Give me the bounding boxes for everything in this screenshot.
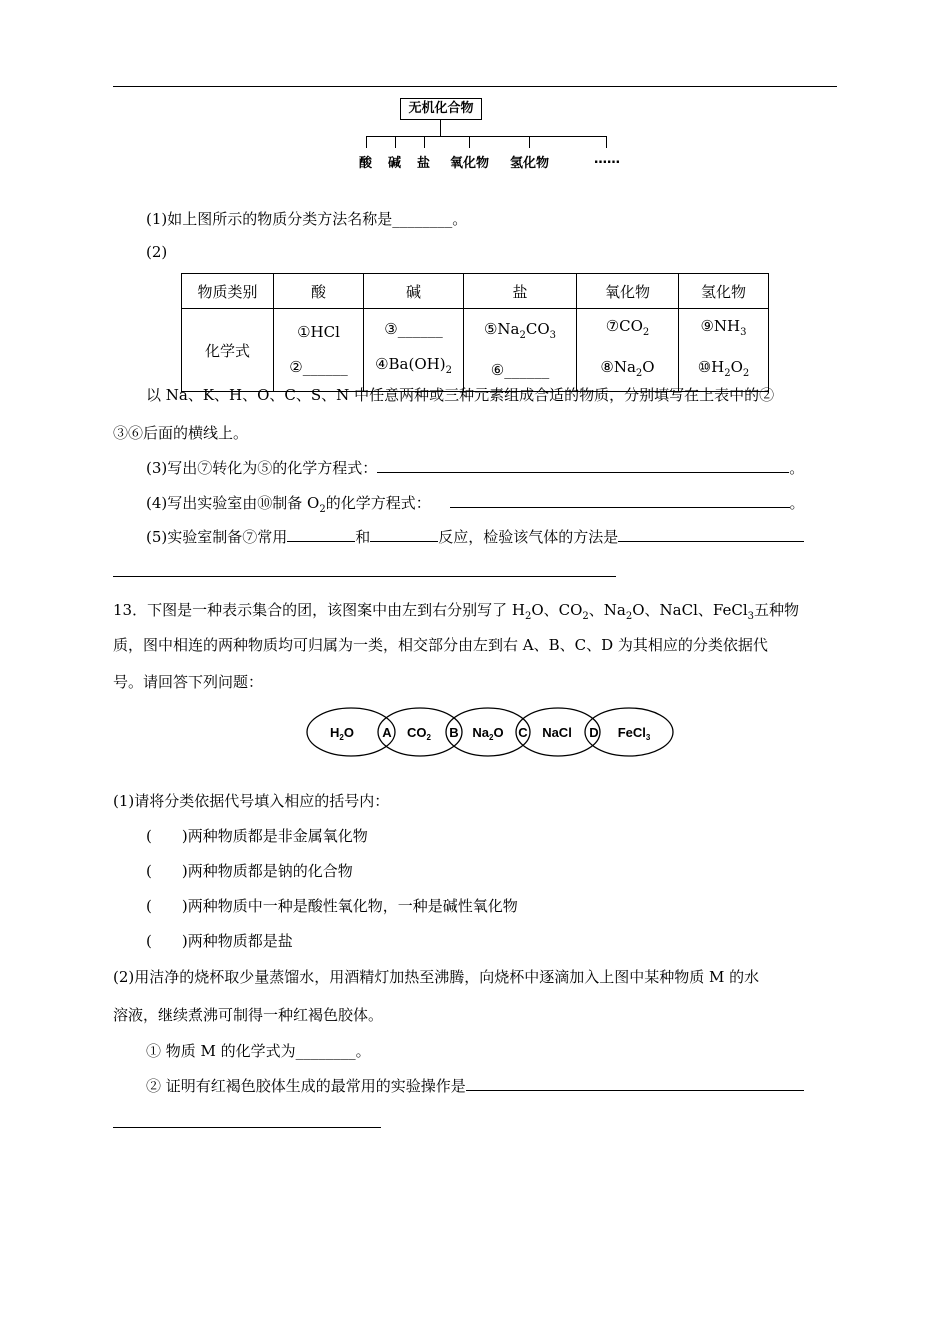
th-category: 物质类别	[182, 274, 274, 309]
cell-hydride-9: $⑨NH_3$	[700, 317, 747, 338]
th-salt: 盐	[464, 274, 577, 309]
cell-oxide-7: $⑦CO_2$	[605, 317, 650, 338]
tree-branch	[424, 136, 425, 148]
th-oxide: 氧化物	[577, 274, 679, 309]
cell-oxide	[577, 309, 679, 392]
question-1: (1)如上图所示的物质分类方法名称是________。	[146, 210, 468, 228]
row-label: 化学式	[182, 309, 274, 392]
sub-question-2-part-1: ① 物质 M 的化学式为________。	[146, 1042, 371, 1060]
option-nonmetal-oxide[interactable]: ( )两种物质都是非金属氧化物	[146, 827, 368, 845]
set-diagram	[305, 705, 677, 763]
q13-line-3: 号。请回答下列问题：	[113, 673, 264, 691]
tree-child-more: ……	[594, 152, 620, 167]
answer-blank-5a[interactable]	[287, 527, 355, 542]
classification-table	[181, 273, 769, 392]
answer-blank-3[interactable]	[377, 458, 789, 473]
cell-oxide-8: $⑧Na_2O$	[600, 358, 655, 379]
th-acid: 酸	[274, 274, 364, 309]
label-b: B	[449, 725, 459, 740]
cell-salt	[464, 309, 577, 392]
answer-blank-5b[interactable]	[370, 527, 438, 542]
cell-hydride	[679, 309, 769, 392]
tree-stem	[440, 119, 441, 136]
tree-branch	[469, 136, 470, 148]
cell-base	[364, 309, 464, 392]
cell-base-3[interactable]: ③______	[384, 320, 443, 338]
th-base: 碱	[364, 274, 464, 309]
tree-root: 无机化合物	[400, 98, 482, 120]
cell-acid-1: ①HCl	[297, 323, 340, 341]
tree-branch	[366, 136, 367, 148]
tree-branch	[529, 136, 530, 148]
question-4: (4)写出实验室由⑩制备 $O_2$的化学方程式： 。	[146, 494, 805, 515]
tree-child-hydride: 氢化物	[510, 156, 550, 171]
ellipse-nacl: NaCl	[542, 725, 572, 740]
tree-bar	[366, 136, 607, 137]
sub-question-2-part-2: ② 证明有红褐色胶体生成的最常用的实验操作是	[146, 1075, 804, 1096]
tree-child-oxide: 氧化物	[450, 156, 490, 171]
option-sodium-compound[interactable]: ( )两种物质都是钠的化合物	[146, 862, 353, 880]
q13-line-1: 13．下图是一种表示集合的团，该图案中由左到右分别写了 $H_2O$、$CO_2$、$Na_2O$、NaCl、FeCl$_3$五种物	[113, 601, 800, 622]
header-rule	[113, 86, 837, 87]
answer-blank-5d[interactable]	[113, 576, 616, 577]
answer-blank-4[interactable]	[450, 493, 790, 508]
answer-blank-s2[interactable]	[466, 1076, 804, 1091]
th-hydride: 氢化物	[679, 274, 769, 309]
ellipse-na2o: $Na_2O$	[472, 725, 504, 742]
cell-acid	[274, 309, 364, 392]
answer-blank-5c[interactable]	[618, 527, 804, 542]
sub-question-2-line-1: (2)用洁净的烧杯取少量蒸馏水，用酒精灯加热至沸腾，向烧杯中逐滴加入上图中某种物质 M 的水	[113, 968, 760, 986]
answer-blank-s2-cont[interactable]	[113, 1127, 381, 1128]
cell-base-4: $④Ba(OH)_2$	[375, 355, 452, 376]
fill-instruction-2: ③⑥后面的横线上。	[113, 424, 249, 442]
option-acid-base-oxide[interactable]: ( )两种物质中一种是酸性氧化物，一种是碱性氧化物	[146, 897, 518, 915]
question-5: (5)实验室制备⑦常用 和 反应，检验该气体的方法是	[146, 526, 804, 547]
option-salts[interactable]: ( )两种物质都是盐	[146, 932, 293, 950]
label-d: D	[589, 725, 599, 740]
tree-child-salt: 盐	[417, 156, 431, 171]
tree-child-base: 碱	[388, 156, 402, 171]
cell-hydride-10: $⑩H_2O_2$	[697, 358, 750, 379]
ellipse-fecl3: FeCl$_3$	[617, 725, 651, 742]
fill-instruction-1: 以 Na、K、H、O、C、S、N 中任意两种或三种元素组成合适的物质，分别填写在上表中的②	[146, 386, 775, 404]
question-3: (3)写出⑦转化为⑤的化学方程式： 。	[146, 459, 805, 477]
question-2-label: (2)	[146, 243, 168, 261]
ellipse-h2o: $H_2O$	[330, 725, 354, 742]
ellipse-co2: $CO_2$	[407, 725, 431, 742]
label-c: C	[518, 725, 528, 740]
cell-salt-6[interactable]: ⑥______	[490, 361, 550, 379]
tree-branch	[606, 136, 607, 148]
sub-question-2-line-2: 溶液，继续煮沸可制得一种红褐色胶体。	[113, 1006, 384, 1024]
sub-question-1: (1)请将分类依据代号填入相应的括号内：	[113, 792, 390, 810]
cell-salt-5: $⑤Na_2CO_3$	[483, 320, 557, 341]
label-a: A	[382, 725, 392, 740]
cell-acid-2[interactable]: ②______	[289, 358, 348, 376]
tree-child-acid: 酸	[359, 156, 373, 171]
tree-branch	[395, 136, 396, 148]
q13-line-2: 质，图中相连的两种物质均可归属为一类，相交部分由左到右 A、B、C、D 为其相应的分类依据代	[113, 636, 768, 654]
